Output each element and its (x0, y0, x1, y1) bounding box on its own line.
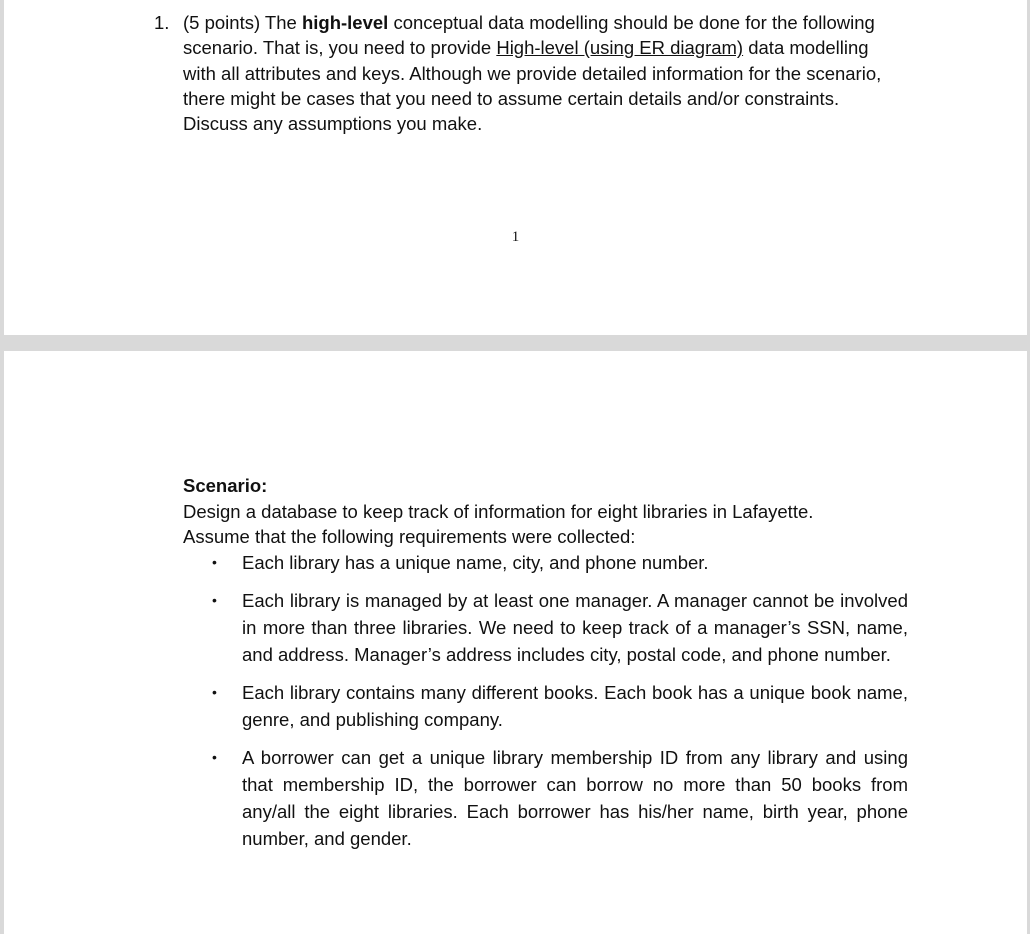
requirement-item (212, 587, 908, 668)
requirement-text: Each library contains many different books. Each book has a unique book name, genre, and publishing company. (242, 682, 908, 730)
requirement-text: A borrower can get a unique library membership ID from any library and using that membership ID, the borrower can borrow no more than 50 books from any/all the eight libraries. Each borrower has his/her name, birth year, phone number, and gender. (242, 747, 908, 849)
requirement-text: Each library has a unique name, city, and phone number. (242, 551, 709, 573)
requirement-item (212, 744, 908, 852)
bullet-icon: • (212, 553, 217, 570)
scenario-heading: Scenario: (183, 475, 268, 496)
question-number: 1. (154, 12, 170, 33)
question-bold-term: high-level (301, 12, 389, 33)
scenario-section (183, 473, 923, 863)
question-intro: conceptual data modelling should be done for the following scenario. That is, you need to provide (183, 12, 875, 59)
question-1 (154, 10, 894, 136)
bullet-icon: • (212, 592, 217, 608)
requirement-item (212, 679, 908, 733)
document-page-1 (4, 0, 1027, 335)
bullet-icon: • (212, 684, 217, 700)
scenario-intro-line-2: Assume that the following requirements were collected: (183, 526, 636, 547)
document-page-2 (4, 351, 1027, 934)
page-number: 1 (511, 229, 520, 245)
question-rest: data modelling with all attributes and keys. Although we provide detailed information for the scenario, there might be cases that you need to assume certain details and/or constraints. Discuss any assumptions you make. (183, 37, 882, 135)
question-text (183, 10, 894, 136)
requirement-item (212, 550, 908, 576)
requirements-list (183, 550, 923, 853)
bullet-icon: • (212, 749, 217, 765)
question-underlined-phrase: High-level (using ER diagram) (496, 37, 744, 59)
scenario-intro-line-1: Design a database to keep track of information for eight libraries in Lafayette. (183, 500, 814, 522)
requirement-text: Each library is managed by at least one manager. A manager cannot be involved in more than three libraries. We need to keep track of a manager’s SSN, name, and address. Manager’s address includes city, postal code, and phone number. (242, 590, 908, 665)
question-points: (5 points) The (183, 12, 297, 33)
